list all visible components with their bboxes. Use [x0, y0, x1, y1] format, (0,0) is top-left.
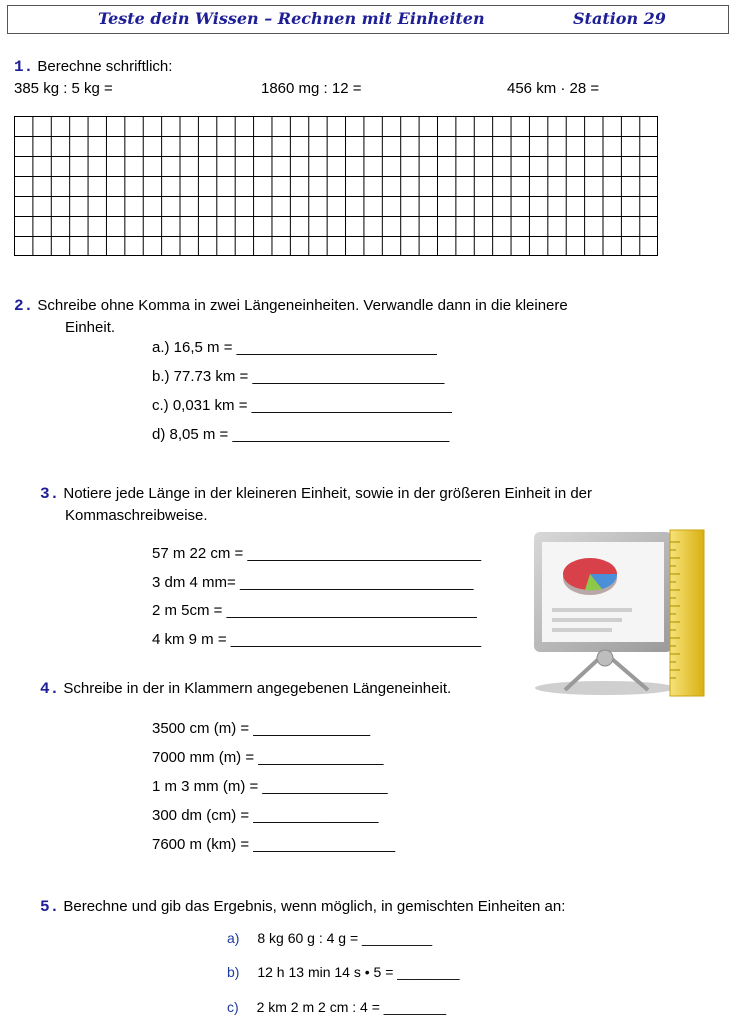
page-title: Teste dein Wissen – Rechnen mit Einheiten — [98, 9, 485, 28]
task3-instruction-cont: Kommaschreibweise. — [65, 507, 208, 524]
task2-item-b[interactable]: b.) 77.73 km = _______________________ — [152, 368, 445, 385]
task3-heading — [40, 485, 592, 503]
ruler — [670, 530, 704, 696]
task5-number: 5. — [40, 898, 60, 916]
task5-label-c: c) — [227, 999, 239, 1015]
board-text-line — [552, 628, 612, 632]
task4-item-2[interactable]: 7000 mm (m) = _______________ — [152, 749, 384, 766]
task3-item-3[interactable]: 2 m 5cm = ______________________________ — [152, 602, 477, 619]
task3-item-1[interactable]: 57 m 22 cm = ____________________________ — [152, 545, 482, 562]
task1-problem-1: 385 kg : 5 kg = — [14, 80, 113, 97]
task3-instruction: Notiere jede Länge in der kleineren Einheit, sowie in der größeren Einheit in der — [63, 485, 593, 502]
task5-text-c: 2 km 2 m 2 cm : 4 = ________ — [256, 999, 447, 1015]
presentation-board-ruler-icon — [530, 528, 710, 700]
task1-instruction: Berechne schriftlich: — [37, 58, 173, 75]
task5-text-b: 12 h 13 min 14 s • 5 = ________ — [257, 964, 460, 980]
task2-number: 2. — [14, 297, 34, 315]
task4-item-4[interactable]: 300 dm (cm) = _______________ — [152, 807, 379, 824]
task5-item-c[interactable] — [227, 999, 446, 1015]
task4-item-3[interactable]: 1 m 3 mm (m) = _______________ — [152, 778, 388, 795]
task4-instruction: Schreibe in der in Klammern angegebenen Längeneinheit. — [63, 680, 452, 697]
task1-problem-3: 456 km · 28 = — [507, 80, 600, 97]
task4-item-1[interactable]: 3500 cm (m) = ______________ — [152, 720, 371, 737]
task5-heading — [40, 898, 565, 916]
board-shadow — [535, 681, 675, 695]
task5-label-a: a) — [227, 930, 240, 946]
task2-item-c[interactable]: c.) 0,031 km = ________________________ — [152, 397, 452, 414]
task2-instruction-cont: Einheit. — [65, 319, 116, 336]
calculation-grid[interactable] — [14, 116, 658, 256]
task4-heading — [40, 680, 451, 698]
task2-item-a[interactable]: a.) 16,5 m = ________________________ — [152, 339, 437, 356]
board-text-line — [552, 618, 622, 622]
task5-instruction: Berechne und gib das Ergebnis, wenn möglich, in gemischten Einheiten an: — [63, 898, 566, 915]
task5-text-a: 8 kg 60 g : 4 g = _________ — [257, 930, 433, 946]
task5-label-b: b) — [227, 964, 240, 980]
task3-number: 3. — [40, 485, 60, 503]
task5-item-a[interactable] — [227, 930, 432, 946]
task4-item-5[interactable]: 7600 m (km) = _________________ — [152, 836, 396, 853]
station-label: Station 29 — [573, 9, 666, 28]
task1-heading — [14, 58, 172, 76]
task1-number: 1. — [14, 58, 34, 76]
task2-instruction: Schreibe ohne Komma in zwei Längeneinheiten. Verwandle dann in die kleinere — [37, 297, 568, 314]
board-text-line — [552, 608, 632, 612]
task3-item-4[interactable]: 4 km 9 m = ______________________________ — [152, 631, 482, 648]
board-knob — [597, 650, 613, 666]
task1-problem-2: 1860 mg : 12 = — [261, 80, 362, 97]
header-box — [7, 5, 729, 34]
task3-item-2[interactable]: 3 dm 4 mm= ____________________________ — [152, 574, 474, 591]
task5-item-b[interactable] — [227, 964, 460, 980]
task4-number: 4. — [40, 680, 60, 698]
task2-heading — [14, 297, 568, 315]
task2-item-d[interactable]: d) 8,05 m = __________________________ — [152, 426, 450, 443]
